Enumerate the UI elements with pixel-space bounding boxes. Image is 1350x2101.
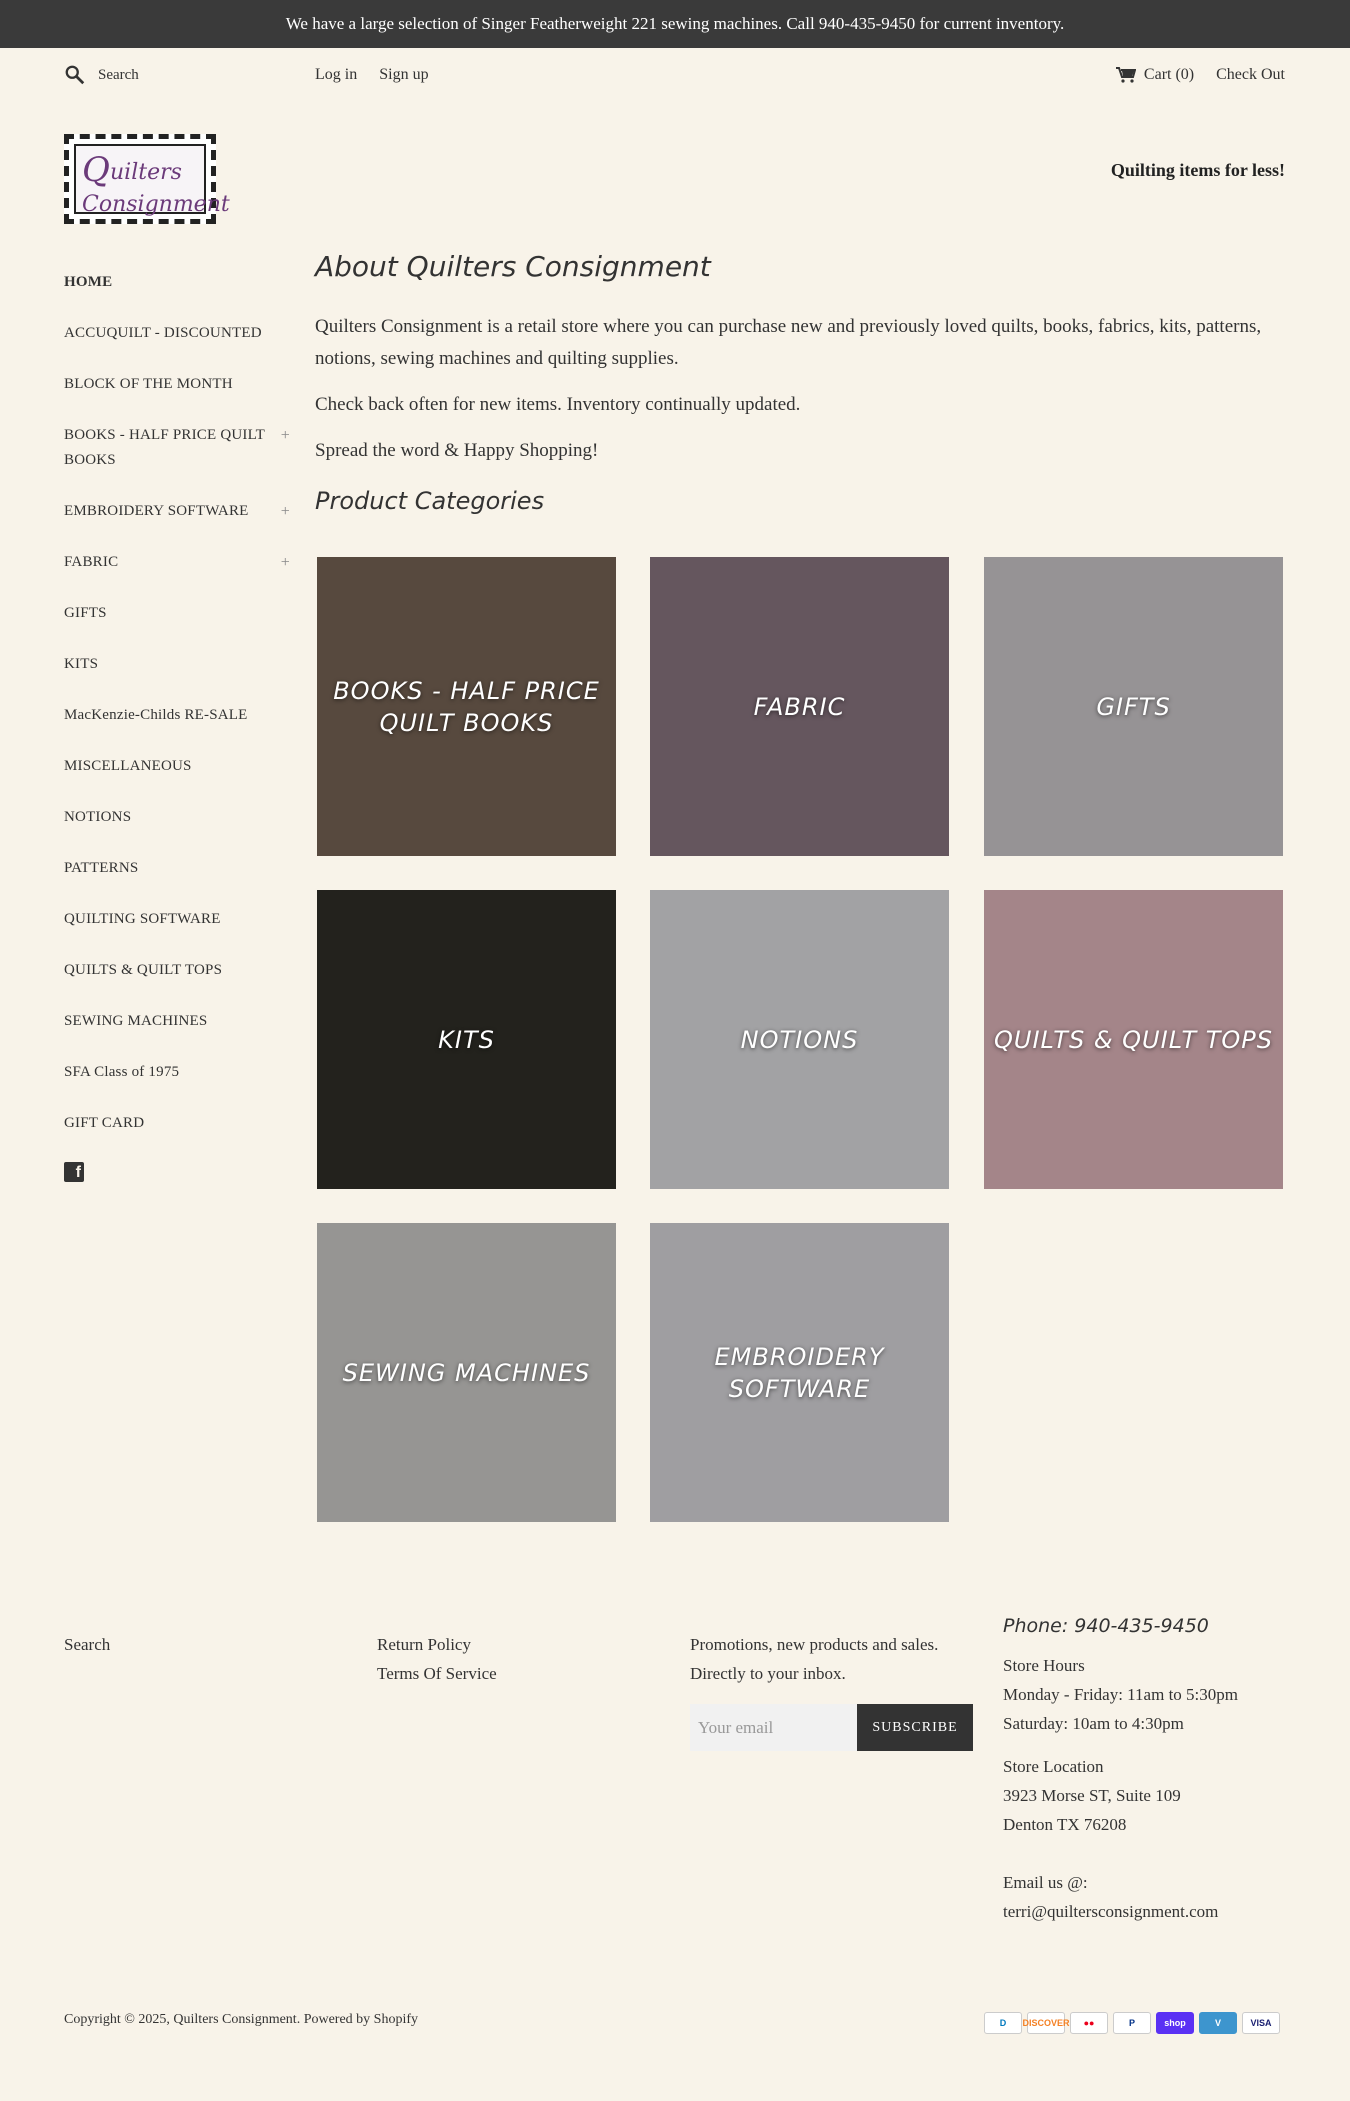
header-search xyxy=(64,64,258,86)
closing-paragraph: Spread the word & Happy Shopping! xyxy=(315,440,599,461)
logo-frame xyxy=(74,144,230,217)
logo-mark: Q xyxy=(82,150,110,190)
category-label: FABRIC xyxy=(753,692,846,721)
sidebar-item-label: QUILTS & QUILT TOPS xyxy=(64,962,223,978)
cart-label: Cart (0) xyxy=(1143,66,1195,83)
sidebar-item[interactable] xyxy=(64,1060,290,1085)
sidebar-item-label: FABRIC xyxy=(64,554,119,570)
subscribe-button[interactable]: SUBSCRIBE xyxy=(857,1704,973,1751)
login-link[interactable]: Log in xyxy=(315,66,358,83)
return-policy-link[interactable]: Return Policy xyxy=(377,1635,471,1654)
sidebar-item-label: BOOKS - HALF PRICE QUILT BOOKS xyxy=(64,427,265,468)
logo-line-1: uilters xyxy=(110,160,182,185)
footer-col-search xyxy=(64,1630,110,1659)
sidebar-nav xyxy=(64,270,290,1162)
category-tile[interactable] xyxy=(650,890,949,1189)
sidebar-item-label: PATTERNS xyxy=(64,860,139,876)
category-label: KITS xyxy=(438,1025,495,1054)
sidebar-item[interactable] xyxy=(64,499,290,524)
sidebar-item-label: MacKenzie-Childs RE-SALE xyxy=(64,707,248,723)
main-content xyxy=(315,250,1285,515)
expand-plus-icon[interactable]: + xyxy=(280,503,290,520)
sidebar-item[interactable] xyxy=(64,805,290,830)
contact-email-link[interactable]: terri@quiltersconsignment.com xyxy=(1003,1902,1219,1921)
category-tile[interactable] xyxy=(317,1223,616,1522)
announcement-bar: We have a large selection of Singer Featherweight 221 sewing machines. Call 940-435-9450 for current inventory. xyxy=(0,0,1350,48)
sidebar-item-label: EMBROIDERY SOFTWARE xyxy=(64,503,249,519)
terms-link[interactable]: Terms Of Service xyxy=(377,1664,497,1683)
payment-icon: D xyxy=(984,2012,1022,2034)
hours-weekday: Monday - Friday: 11am to 5:30pm xyxy=(1003,1685,1238,1704)
category-label: GIFTS xyxy=(1096,692,1171,721)
category-tile[interactable] xyxy=(317,890,616,1189)
sidebar-item[interactable] xyxy=(64,703,290,728)
signup-link[interactable]: Sign up xyxy=(379,66,429,83)
sidebar-item-label: HOME xyxy=(64,274,113,290)
hours-title: Store Hours xyxy=(1003,1656,1085,1675)
sidebar-item-label: NOTIONS xyxy=(64,809,132,825)
sidebar-item[interactable] xyxy=(64,1111,290,1136)
payment-icon: P xyxy=(1113,2012,1151,2034)
top-bar xyxy=(0,48,1350,104)
address-line-2: Denton TX 76208 xyxy=(1003,1815,1127,1834)
payment-icon: ●● xyxy=(1070,2012,1108,2034)
sidebar-item-label: QUILTING SOFTWARE xyxy=(64,911,221,927)
expand-plus-icon[interactable]: + xyxy=(280,427,290,444)
tagline: Quilting items for less! xyxy=(1110,160,1285,180)
sidebar-item[interactable] xyxy=(64,372,290,397)
category-tile[interactable] xyxy=(984,890,1283,1189)
newsletter-email-input[interactable] xyxy=(690,1704,857,1751)
category-tile[interactable] xyxy=(650,557,949,856)
payment-icon: shop xyxy=(1156,2012,1194,2034)
category-tile[interactable] xyxy=(984,557,1283,856)
sidebar-item-label: GIFTS xyxy=(64,605,107,621)
sidebar-item-label: SFA Class of 1975 xyxy=(64,1064,180,1080)
cart-links xyxy=(1116,66,1285,84)
page-title: About Quilters Consignment xyxy=(315,250,711,283)
category-label: QUILTS & QUILT TOPS xyxy=(994,1025,1273,1054)
sidebar-item[interactable] xyxy=(64,652,290,677)
cart-link[interactable] xyxy=(1116,66,1194,84)
intro-paragraph: Quilters Consignment is a retail store where you can purchase new and previously loved quilts, books, fabrics, kits, patterns, notions, sewing machines and quilting supplies. xyxy=(315,316,1262,369)
logo-line-2: Consignment xyxy=(82,192,230,217)
sidebar-item-label: ACCUQUILT - DISCOUNTED xyxy=(64,325,262,341)
sidebar-item-label: BLOCK OF THE MONTH xyxy=(64,376,233,392)
sidebar-item[interactable] xyxy=(64,601,290,626)
sidebar-item[interactable] xyxy=(64,907,290,932)
payment-icon: V xyxy=(1199,2012,1237,2034)
account-links xyxy=(315,66,429,84)
search-icon[interactable] xyxy=(64,64,86,86)
categories-title: Product Categories xyxy=(315,487,545,515)
location-title: Store Location xyxy=(1003,1757,1104,1776)
sidebar-item-label: MISCELLANEOUS xyxy=(64,758,192,774)
facebook-icon[interactable]: f xyxy=(64,1162,84,1182)
hours-saturday: Saturday: 10am to 4:30pm xyxy=(1003,1714,1184,1733)
expand-plus-icon[interactable]: + xyxy=(280,554,290,571)
sidebar-item[interactable] xyxy=(64,321,290,346)
sidebar-item-label: GIFT CARD xyxy=(64,1115,145,1131)
payment-icon: VISA xyxy=(1242,2012,1280,2034)
address-line-1: 3923 Morse ST, Suite 109 xyxy=(1003,1786,1181,1805)
footer-col-policies xyxy=(377,1630,497,1688)
footer-col-contact xyxy=(1003,1612,1238,1926)
sidebar-item[interactable] xyxy=(64,754,290,779)
footer-phone: Phone: 940-435-9450 xyxy=(1003,1615,1209,1637)
category-label: BOOKS - HALF PRICE QUILT BOOKS xyxy=(333,676,600,737)
email-label: Email us @: xyxy=(1003,1873,1088,1892)
category-label: NOTIONS xyxy=(740,1025,859,1054)
sidebar-item[interactable] xyxy=(64,270,290,295)
newsletter-text: Promotions, new products and sales. Directly to your inbox. xyxy=(690,1635,939,1683)
sidebar-item-label: KITS xyxy=(64,656,99,672)
sidebar-item[interactable] xyxy=(64,423,290,473)
site-logo[interactable] xyxy=(64,134,230,224)
sidebar-item[interactable] xyxy=(64,958,290,983)
cart-icon xyxy=(1116,67,1136,83)
category-tile[interactable] xyxy=(317,557,616,856)
search-input[interactable] xyxy=(98,67,258,84)
footer-search-link[interactable]: Search xyxy=(64,1635,111,1654)
sidebar-item-label: SEWING MACHINES xyxy=(64,1013,208,1029)
category-tile[interactable] xyxy=(650,1223,949,1522)
sidebar-item[interactable] xyxy=(64,1009,290,1034)
update-paragraph: Check back often for new items. Inventory continually updated. xyxy=(315,394,801,415)
copyright: Copyright © 2025, Quilters Consignment. Powered by Shopify xyxy=(64,2012,419,2027)
sidebar-item[interactable] xyxy=(64,856,290,881)
checkout-link[interactable]: Check Out xyxy=(1216,66,1285,83)
sidebar-item[interactable] xyxy=(64,550,290,575)
category-label: SEWING MACHINES xyxy=(342,1358,591,1387)
payment-icon: DISCOVER xyxy=(1027,2012,1065,2034)
category-label: EMBROIDERY SOFTWARE xyxy=(714,1342,885,1403)
